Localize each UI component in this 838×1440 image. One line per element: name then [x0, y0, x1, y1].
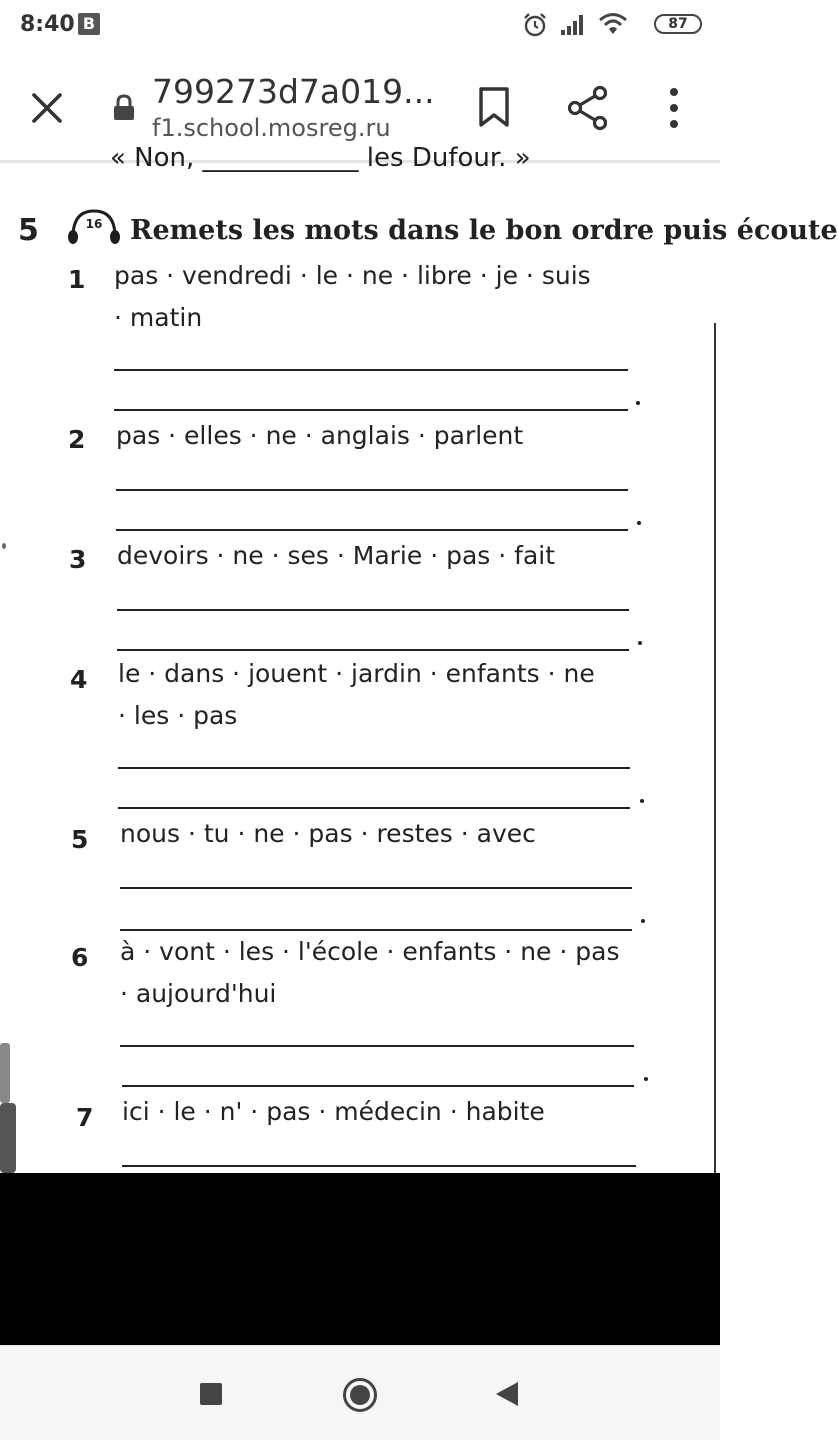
period-mark [636, 401, 640, 405]
item-number: 5 [71, 825, 89, 854]
answer-line[interactable] [116, 529, 628, 531]
status-time: 8:40 [20, 12, 75, 37]
exercise-instruction: Remets les mots dans le bon ordre puis écoute [130, 215, 838, 246]
answer-line[interactable] [118, 807, 630, 809]
share-icon[interactable] [564, 84, 612, 132]
lock-icon [112, 94, 136, 122]
status-bar [0, 0, 720, 50]
item-words: nous · tu · ne · pas · restes · avec [120, 819, 536, 848]
scan-speck [0, 1103, 16, 1173]
item-number: 2 [68, 425, 86, 454]
alarm-icon [522, 12, 548, 38]
worksheet-page[interactable] [0, 143, 838, 1173]
answer-line[interactable] [114, 409, 628, 411]
period-mark [641, 919, 645, 923]
answer-line[interactable] [117, 609, 629, 611]
period-mark [640, 799, 644, 803]
audio-track-number: 16 [85, 217, 103, 231]
item-number: 4 [70, 665, 88, 694]
item-words: devoirs · ne · ses · Marie · pas · fait [117, 541, 556, 570]
period-mark [644, 1077, 648, 1081]
item-words-continued: · les · pas [118, 701, 238, 730]
url-domain[interactable]: f1.school.mosreg.ru [152, 114, 391, 142]
item-words: pas · vendredi · le · ne · libre · je · suis [114, 261, 591, 290]
period-mark [638, 641, 642, 645]
answer-line[interactable] [120, 929, 632, 931]
close-icon[interactable] [24, 85, 70, 131]
item-number: 6 [71, 943, 89, 972]
answer-line[interactable] [122, 1165, 636, 1167]
item-words: le · dans · jouent · jardin · enfants · ne [118, 659, 595, 688]
headphones-icon [64, 207, 124, 247]
item-words: ici · le · n' · pas · médecin · habite [122, 1097, 545, 1126]
answer-line[interactable] [118, 767, 630, 769]
item-number: 7 [76, 1103, 94, 1132]
period-mark [637, 521, 641, 525]
back-triangle-icon[interactable] [494, 1380, 520, 1408]
home-circle-icon[interactable] [342, 1377, 378, 1413]
status-icons [522, 10, 702, 40]
wifi-icon [598, 12, 628, 36]
viewer-background [0, 1173, 720, 1345]
item-number: 3 [69, 545, 87, 574]
recents-square-icon[interactable] [200, 1383, 222, 1405]
page-edge [714, 323, 716, 1173]
item-words-continued: · aujourd'hui [120, 979, 277, 1008]
exercise-number: 5 [18, 213, 39, 248]
answer-line[interactable] [117, 649, 629, 651]
more-vert-icon[interactable] [660, 84, 688, 132]
item-words-continued: · matin [114, 303, 203, 332]
item-words: à · vont · les · l'école · enfants · ne · pas [120, 937, 620, 966]
cut-off-text: « Non, ____________ les Dufour. » [110, 143, 531, 173]
notification-badge-icon: B [78, 13, 100, 35]
battery-icon: 87 [654, 14, 702, 34]
system-nav-bar [0, 1345, 720, 1440]
item-words: pas · elles · ne · anglais · parlent [116, 421, 524, 450]
scan-speck [2, 543, 6, 549]
answer-line[interactable] [120, 887, 632, 889]
answer-line[interactable] [114, 369, 628, 371]
answer-line[interactable] [116, 489, 628, 491]
bookmark-icon[interactable] [474, 84, 514, 130]
page-title[interactable]: 799273d7a019... [152, 72, 435, 111]
scan-speck [0, 1043, 10, 1103]
item-number: 1 [68, 265, 86, 294]
answer-line[interactable] [120, 1045, 634, 1047]
answer-line[interactable] [122, 1085, 634, 1087]
signal-icon [560, 14, 586, 36]
